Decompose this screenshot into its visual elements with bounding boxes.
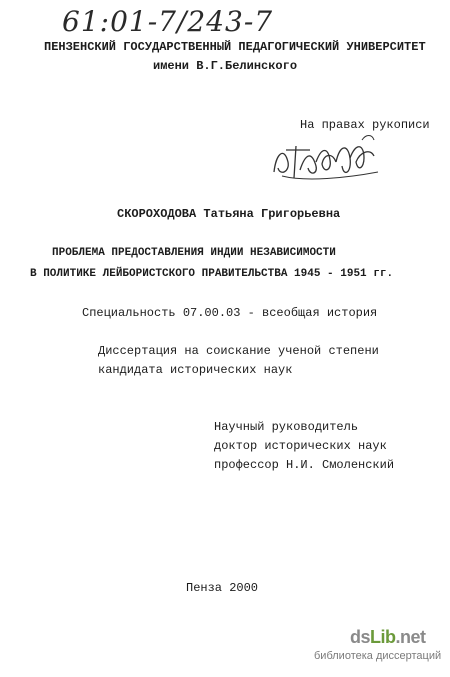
author-name: СКОРОХОДОВА Татьяна Григорьевна [117, 207, 341, 221]
university-name: ПЕНЗЕНСКИЙ ГОСУДАРСТВЕННЫЙ ПЕДАГОГИЧЕСКИЙ УНИВЕРСИТЕТ [44, 40, 426, 54]
university-named-after: имени В.Г.Белинского [153, 59, 298, 73]
author-signature [266, 132, 386, 190]
dissertation-degree-line-1: Диссертация на соискание ученой степени [98, 344, 379, 358]
dissertation-degree-line-2: кандидата исторических наук [98, 363, 293, 377]
manuscript-rights-note: На правах рукописи [300, 118, 430, 132]
watermark-subtitle: библиотека диссертаций [314, 650, 442, 662]
advisor-name: профессор Н.И. Смоленский [214, 458, 395, 472]
watermark-logo-lib: Lib [370, 627, 396, 647]
city-year: Пенза 2000 [186, 581, 259, 595]
archive-number-handwritten: 61:01-7/243-7 [62, 5, 274, 38]
advisor-label: Научный руководитель [214, 420, 359, 434]
advisor-degree: доктор исторических наук [214, 439, 387, 453]
dslib-watermark-logo [350, 627, 426, 648]
specialty: Специальность 07.00.03 - всеобщая история [82, 306, 378, 320]
dissertation-title-line-1: ПРОБЛЕМА ПРЕДОСТАВЛЕНИЯ ИНДИИ НЕЗАВИСИМОСТИ [52, 247, 336, 259]
dissertation-title-line-2: В ПОЛИТИКЕ ЛЕЙБОРИСТСКОГО ПРАВИТЕЛЬСТВА 1945 - 1951 гг. [30, 268, 394, 280]
watermark-logo-prefix: ds [350, 627, 371, 647]
watermark-logo-suffix: .net [395, 627, 426, 647]
